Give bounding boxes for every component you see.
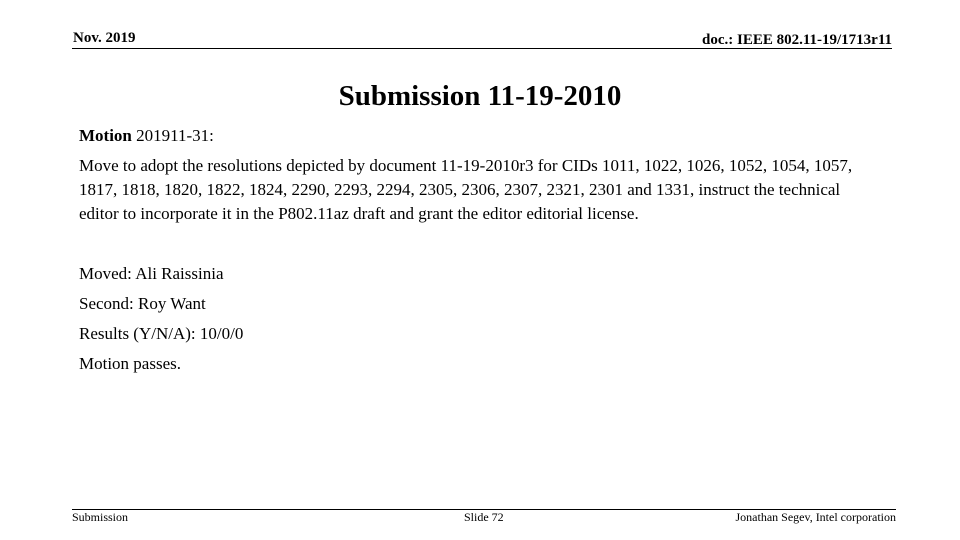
- slide-body: [79, 124, 879, 382]
- header-doc-id: doc.: IEEE 802.11-19/1713r11: [701, 32, 892, 48]
- motion-number: 201911-31:: [131, 126, 214, 145]
- seconded-by: Second: Roy Want: [79, 294, 206, 313]
- header-date: Nov. 2019: [73, 30, 136, 46]
- slide-title: Submission 11-19-2010: [338, 80, 622, 112]
- motion-heading: [79, 124, 879, 148]
- header-divider: [72, 48, 892, 49]
- footer-submission: Submission: [72, 510, 129, 524]
- motion-text: Move to adopt the resolutions depicted by document 11-19-2010r3 for CIDs 1011, 1022, 1026, 1052, 1054, 1057, 1817, 1818, 1820, 1822, 1824, 2290, 2293, 2294, 2305, 2306, 2307, 2321, 2301 and 1331, instruct the technical editor to incorporate it in the P802.11az draft and grant the editor editorial license.: [79, 156, 853, 223]
- footer-author: Jonathan Segev, Intel corporation: [735, 510, 896, 524]
- vote-results: Results (Y/N/A): 10/0/0: [79, 324, 244, 343]
- spacer: [79, 226, 879, 262]
- motion-label: Motion: [79, 126, 132, 145]
- footer-slide-number: Slide 72: [464, 510, 504, 524]
- motion-outcome: Motion passes.: [79, 354, 181, 373]
- moved-by: Moved: Ali Raissinia: [79, 264, 224, 283]
